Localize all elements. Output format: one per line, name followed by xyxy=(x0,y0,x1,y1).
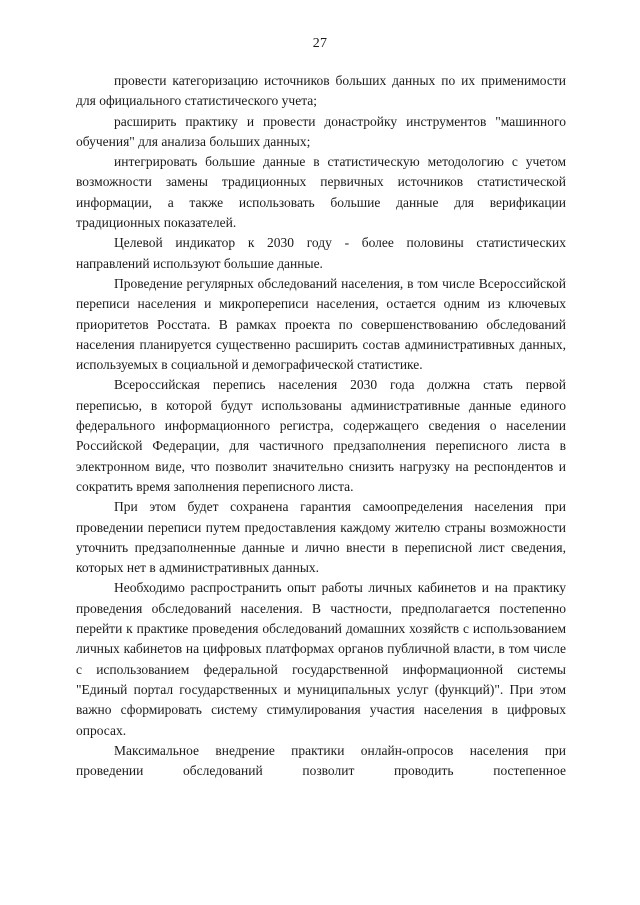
paragraph: провести категоризацию источников больших данных по их применимости для официального статистического учета; xyxy=(76,73,566,109)
paragraph: Всероссийская перепись населения 2030 года должна стать первой переписью, в которой будут использованы административные данные единого федерального информационного регистра, содержащего сведения о населении Российской Федерации, для частичного предзаполнения переписного листа в электронном виде, что позволит значительно снизить нагрузку на респондентов и сократить время заполнения переписного листа. xyxy=(76,377,566,494)
paragraph: Максимальное внедрение практики онлайн-опросов населения при проведении обследований позволит проводить постепенное xyxy=(76,742,566,779)
paragraph: При этом будет сохранена гарантия самоопределения населения при проведении переписи путем предоставления каждому жителю страны возможности уточнить предзаполненные данные и лично внести в переписной лист сведения, которых нет в административных данных. xyxy=(76,499,566,576)
paragraph: Целевой индикатор к 2030 году - более половины статистических направлений используют большие данные. xyxy=(76,235,566,271)
paragraph: Необходимо распространить опыт работы личных кабинетов и на практику проведения обследований населения. В частности, предполагается постепенно перейти к практике проведения обследований домашних хозяйств с использованием личных кабинетов на цифровых платформах органов публичной власти, в том числе с использованием федеральной государственной информационной системы "Единый портал государственных и муниципальных услуг (функций)". При этом важно сформировать систему стимулирования участия населения в цифровых опросах. xyxy=(76,580,566,738)
page-number: 27 xyxy=(312,36,328,51)
paragraph: расширить практику и провести донастройку инструментов "машинного обучения" для анализа больших данных; xyxy=(76,113,566,149)
paragraph: интегрировать большие данные в статистическую методологию с учетом возможности замены традиционных первичных источников статистической информации, а также использовать большие данные для верификации традиционных показателей. xyxy=(76,154,566,231)
paragraph: Проведение регулярных обследований населения, в том числе Всероссийской переписи населения и микропереписи населения, остается одним из ключевых приоритетов Росстата. В рамках проекта по совершенствованию обследований населения планируется существенно расширить состав административных данных, используемых в социальной и демографической статистике. xyxy=(76,275,566,373)
document-body xyxy=(76,71,566,781)
